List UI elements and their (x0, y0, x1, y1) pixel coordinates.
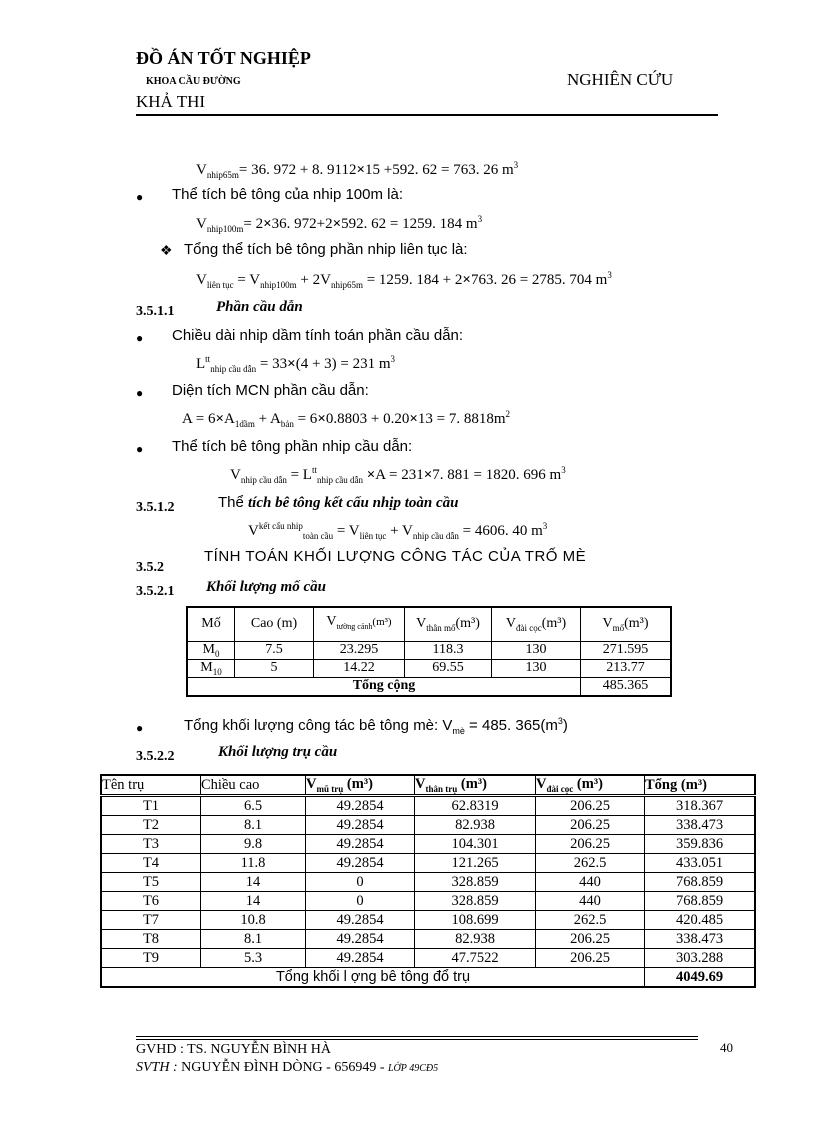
table-cell: 121.265 (415, 854, 536, 873)
header-cell: Chiều cao (201, 775, 306, 796)
section-title-mo-cau: Khối lượng mố cầu (206, 579, 326, 595)
header-cell: Cao (m) (235, 607, 314, 641)
header-cell: $V_{đài cọc}(m^3)$ (492, 607, 581, 641)
header-right-title: NGHIÊN CỨU (567, 70, 674, 89)
text-total-me: Tổng khối lượng công tác bê tông mè: $V_{mè} = 485$. $365(m^3)$ (184, 716, 568, 736)
table-cell: 0 (306, 873, 415, 892)
footer-student: SVTH : NGUYỄN ĐÌNH DÒNG - 656949 - LỚP 49CĐ5 (136, 1060, 439, 1075)
formula-v-ket-cau: $V^{kết cấu nhip}_{toàn cầu} = V_{liên tục} + V_{nhip cầu dẫn} = 4606$. 40 $m^3$ (248, 521, 548, 541)
section-number-3522: 3.5.2.2 (136, 749, 175, 764)
table-cell: 130 (492, 659, 581, 677)
table-cell: 8.1 (201, 816, 306, 835)
table-cell: T4 (101, 854, 201, 873)
text-total-continuous: Tổng thể tích bê tông phần nhip liên tục là: (184, 241, 468, 258)
table-cell: 104.301 (415, 835, 536, 854)
table-row (187, 659, 671, 677)
formula-v-lien-tuc: $V_{liên tục} = V_{nhip100m} + 2V_{nhip65m} = 1259$. 184 + 2×763. 26 = 2785. 704 $m^3$ (196, 270, 612, 290)
table-cell: 14 (201, 892, 306, 911)
table-row (101, 835, 755, 854)
table-cell: 768.859 (645, 892, 756, 911)
table-cell: 328.859 (415, 873, 536, 892)
table-cell: 130 (492, 641, 581, 659)
table-row (101, 949, 755, 968)
table-cell: T7 (101, 911, 201, 930)
table-cell: 47.7522 (415, 949, 536, 968)
header-cell: Tổng (m³) (645, 775, 756, 796)
table-total-row (101, 968, 755, 988)
section-title-tru-me: TÍNH TOÁN KHỐI LƯỢNG CÔNG TÁC CỦA TRỐ MÈ (204, 548, 587, 565)
footer-rule (136, 1036, 698, 1037)
table-cell: 338.473 (645, 816, 756, 835)
table-cell: 338.473 (645, 930, 756, 949)
table-cell: T1 (101, 796, 201, 816)
section-number-352: 3.5.2 (136, 560, 164, 575)
table-header-row (187, 607, 671, 641)
bullet-icon: ● (136, 331, 144, 345)
header-department: KHOA CẦU ĐƯỜNG (146, 76, 241, 87)
table-row (101, 930, 755, 949)
table-cell: T5 (101, 873, 201, 892)
table-cell: 206.25 (536, 930, 645, 949)
header-cell: $V_{mũ trụ}$ (m³) (306, 775, 415, 796)
table-cell: 82.938 (415, 930, 536, 949)
table-cell: 9.8 (201, 835, 306, 854)
section-title-cau-dan: Phần cầu dẫn (216, 299, 303, 315)
table-cell: 49.2854 (306, 796, 415, 816)
table-row (101, 854, 755, 873)
table-cell: 213.77 (581, 659, 672, 677)
table-total-row (187, 677, 671, 696)
table-row (101, 892, 755, 911)
formula-v-nhip65m: $V_{nhip65m}= 36$. 972 + 8. 9112×15 +592. 62 = 763. 26 $m^3$ (196, 160, 519, 180)
table-cell: 14 (201, 873, 306, 892)
text-span-length: Chiều dài nhip dầm tính toán phần cầu dẫn: (172, 327, 464, 344)
table-cell: T3 (101, 835, 201, 854)
table-cell: 0 (306, 892, 415, 911)
table-row (187, 641, 671, 659)
table-row (101, 911, 755, 930)
section-title-tru-cau: Khối lượng trụ cầu (218, 744, 338, 760)
pier-table (100, 774, 756, 988)
table-cell: 49.2854 (306, 949, 415, 968)
formula-v-cau-dan: $V_{nhip cầu dẫn} = L^{tt}_{nhip cầu dẫn} \times A = 231\times 7$. 881 = 1820. 696 $m^3$ (230, 465, 566, 485)
table-cell: 49.2854 (306, 854, 415, 873)
formula-l-cau-dan: $L^{tt}_{nhip cầu dẫn} = 33\times(4 + 3) = 231$ $m^3$ (196, 354, 396, 374)
table-cell: 318.367 (645, 796, 756, 816)
table-cell: 5 (235, 659, 314, 677)
table-cell: 7.5 (235, 641, 314, 659)
bullet-icon: ● (136, 721, 144, 735)
table-cell: 49.2854 (306, 911, 415, 930)
table-cell: 8.1 (201, 930, 306, 949)
section-number-3512: 3.5.1.2 (136, 500, 175, 515)
header-cell: $V_{thân trụ}$ (m³) (415, 775, 536, 796)
table-cell: 49.2854 (306, 835, 415, 854)
table-row (101, 873, 755, 892)
table-cell: 10.8 (201, 911, 306, 930)
header-rule (136, 114, 718, 116)
table-cell: 118.3 (405, 641, 492, 659)
diamond-bullet-icon: ❖ (160, 244, 173, 259)
table-cell: $M_{10}$ (187, 659, 235, 677)
table-row (101, 816, 755, 835)
header-title: ĐỒ ÁN TỐT NGHIỆP (136, 48, 311, 68)
text-mcn-area: Diện tích MCN phần cầu dẫn: (172, 382, 369, 399)
table-cell: 328.859 (415, 892, 536, 911)
table-cell: 433.051 (645, 854, 756, 873)
total-label: Tổng khối l ợng bê tông đổ trụ (101, 968, 645, 988)
table-cell: 206.25 (536, 949, 645, 968)
table-cell: 23.295 (314, 641, 405, 659)
table-cell: 6.5 (201, 796, 306, 816)
table-cell: T9 (101, 949, 201, 968)
total-value: 485.365 (581, 677, 672, 696)
table-cell: 11.8 (201, 854, 306, 873)
header-cell: $V_{đài cọc}$ (m³) (536, 775, 645, 796)
table-cell: 262.5 (536, 911, 645, 930)
abutment-table (186, 606, 672, 697)
bullet-icon: ● (136, 190, 144, 204)
table-cell: 206.25 (536, 816, 645, 835)
header-cell: Tên trụ (101, 775, 201, 796)
table-cell: 5.3 (201, 949, 306, 968)
table-cell: 262.5 (536, 854, 645, 873)
bullet-icon: ● (136, 442, 144, 456)
header-cell: Mố (187, 607, 235, 641)
table-cell: T6 (101, 892, 201, 911)
table-cell: 206.25 (536, 835, 645, 854)
text-volume-100m: Thể tích bê tông của nhip 100m là: (172, 186, 403, 203)
total-value: 4049.69 (645, 968, 756, 988)
table-cell: 108.699 (415, 911, 536, 930)
table-cell: 440 (536, 892, 645, 911)
page-number: 40 (720, 1040, 733, 1055)
table-cell: 14.22 (314, 659, 405, 677)
table-cell: 206.25 (536, 796, 645, 816)
table-cell: T2 (101, 816, 201, 835)
table-cell: 768.859 (645, 873, 756, 892)
table-row (101, 796, 755, 816)
table-cell: 271.595 (581, 641, 672, 659)
table-cell: 62.8319 (415, 796, 536, 816)
table-cell: 82.938 (415, 816, 536, 835)
table-cell: 440 (536, 873, 645, 892)
section-number-3521: 3.5.2.1 (136, 584, 175, 599)
section-title-ket-cau: Thể tích bê tông kết cấu nhịp toàn cầu (218, 494, 459, 511)
footer-supervisor: GVHD : TS. NGUYỄN BÌNH HÀ (136, 1042, 331, 1057)
text-volume-cau-dan: Thể tích bê tông phần nhip cầu dẫn: (172, 438, 413, 455)
bullet-icon: ● (136, 386, 144, 400)
header-subtitle: KHẢ THI (136, 92, 206, 111)
header-cell: $V_{tường cánh}(m^3)$ (314, 607, 405, 641)
formula-area: $A = 6\times A_{1dầm} + A_{bản} = 6\times 0.8803 + 0.20\times 13 = 7$. $8818m^2$ (182, 409, 511, 429)
table-cell: T8 (101, 930, 201, 949)
header-cell: $V_{mố}(m^3)$ (581, 607, 672, 641)
table-cell: 303.288 (645, 949, 756, 968)
header-cell: $V_{thân mố}(m^3)$ (405, 607, 492, 641)
table-cell: 69.55 (405, 659, 492, 677)
total-label: Tổng cộng (187, 677, 581, 696)
table-header-row (101, 775, 755, 796)
table-cell: 359.836 (645, 835, 756, 854)
table-cell: 49.2854 (306, 930, 415, 949)
footer-rule (136, 1039, 698, 1040)
table-cell: 49.2854 (306, 816, 415, 835)
formula-v-nhip100m: $V_{nhip100m}= 2\times 36$. 972+2×592. 62 = 1259. 184 $m^3$ (196, 214, 483, 234)
section-number-3511: 3.5.1.1 (136, 304, 175, 319)
table-cell: 420.485 (645, 911, 756, 930)
table-cell: $M_0$ (187, 641, 235, 659)
